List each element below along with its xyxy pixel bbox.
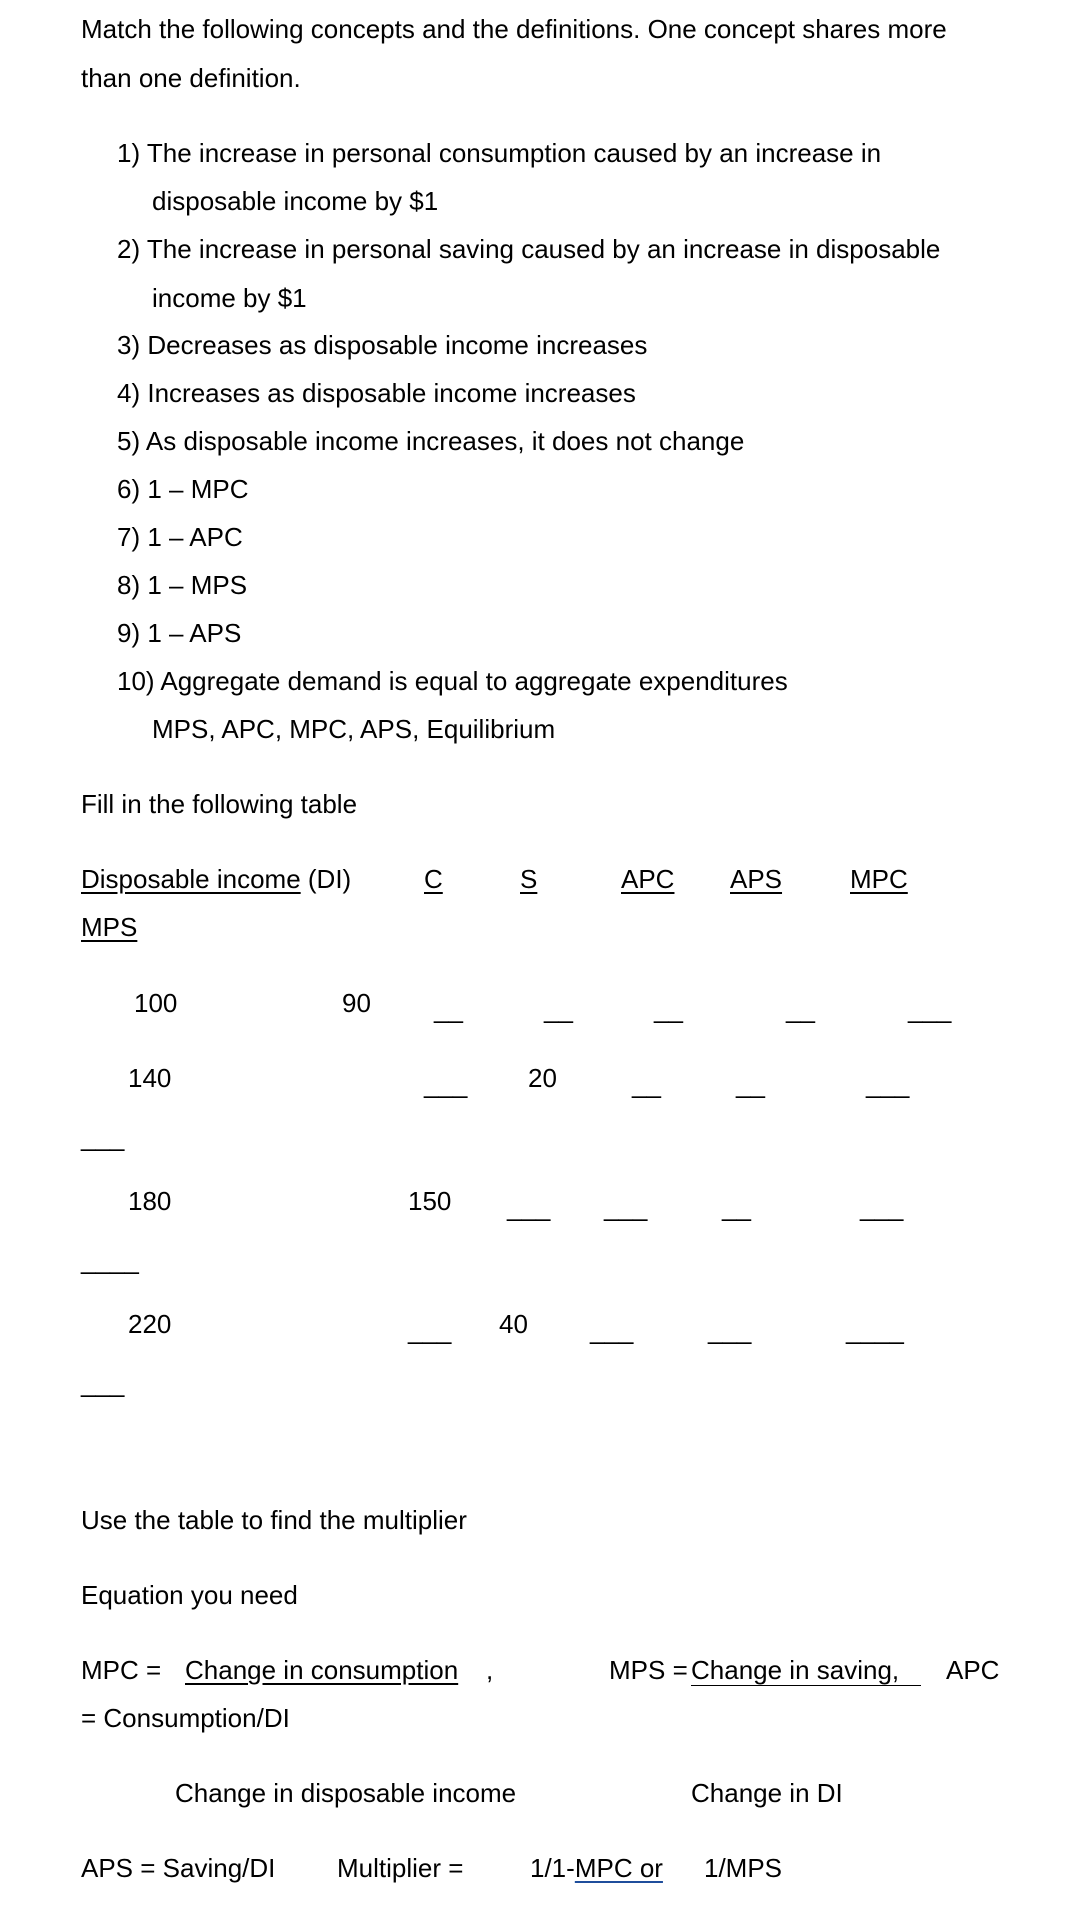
cell-di: 100 [134, 988, 178, 1018]
cell-blank: ___ [408, 1315, 452, 1345]
header-s: S [520, 864, 538, 894]
cell-di: 180 [128, 1186, 172, 1216]
header-apc: APC [621, 864, 675, 894]
multiplier-alt: 1/MPS [704, 1853, 783, 1883]
aps-formula: APS = Saving/DI [81, 1853, 276, 1883]
mpc-label: MPC = [81, 1655, 162, 1685]
apc-label: APC [946, 1655, 1000, 1685]
cell-blank-mps: ___ [81, 1122, 125, 1152]
header-disposable-income: Disposable income (DI) [81, 864, 352, 894]
cell-blank: ___ [860, 1192, 904, 1222]
cell-blank: ___ [590, 1315, 634, 1345]
definition-item: 3) Decreases as disposable income increases [117, 330, 648, 360]
cell-blank: __ [544, 994, 573, 1024]
cell-blank-mps: ___ [81, 1368, 125, 1398]
equation-prompt: Equation you need [81, 1580, 298, 1610]
cell-blank-mps: ____ [81, 1245, 139, 1275]
cell-di: 140 [128, 1063, 172, 1093]
definition-item: 2) The increase in personal saving caused by an increase in disposable [117, 234, 941, 264]
definition-item: 7) 1 – APC [117, 522, 243, 552]
cell-blank: __ [632, 1069, 661, 1099]
cell-blank: __ [786, 994, 815, 1024]
definition-item: 4) Increases as disposable income increases [117, 378, 636, 408]
intro-line-2: than one definition. [81, 63, 301, 93]
cell-blank: __ [722, 1192, 751, 1222]
mpc-denominator: Change in disposable income [175, 1778, 517, 1808]
multiplier-prompt: Use the table to find the multiplier [81, 1505, 467, 1535]
cell-value: 40 [499, 1309, 528, 1339]
header-c: C [424, 864, 443, 894]
cell-blank: ___ [604, 1192, 648, 1222]
header-mpc: MPC [850, 864, 908, 894]
cell-blank: ___ [424, 1069, 468, 1099]
concepts-list: MPS, APC, MPC, APS, Equilibrium [152, 714, 556, 744]
definition-item: 8) 1 – MPS [117, 570, 248, 600]
definition-item-continued: disposable income by $1 [152, 186, 439, 216]
cell-blank: __ [654, 994, 683, 1024]
mps-numerator: Change in saving, [691, 1653, 921, 1686]
cell-value: 150 [408, 1186, 452, 1216]
definition-item: 9) 1 – APS [117, 618, 242, 648]
mps-denominator: Change in DI [691, 1778, 843, 1808]
definition-item-continued: income by $1 [152, 283, 307, 313]
header-aps: APS [730, 864, 783, 894]
cell-blank: ___ [908, 994, 952, 1024]
mpc-numerator: Change in consumption [185, 1655, 459, 1685]
fill-table-prompt: Fill in the following table [81, 789, 358, 819]
definition-item: 6) 1 – MPC [117, 474, 249, 504]
apc-formula: = Consumption/DI [81, 1703, 290, 1733]
definition-item: 1) The increase in personal consumption caused by an increase in [117, 138, 882, 168]
cell-blank: ___ [507, 1192, 551, 1222]
multiplier-formula: 1/1-MPC or [530, 1853, 663, 1883]
cell-blank: ____ [846, 1315, 904, 1345]
cell-blank: ___ [866, 1069, 910, 1099]
cell-blank: __ [736, 1069, 765, 1099]
cell-value: 20 [528, 1063, 557, 1093]
cell-blank: ___ [708, 1315, 752, 1345]
mps-label: MPS = [609, 1655, 688, 1685]
cell-blank: __ [434, 994, 463, 1024]
definition-item: 5) As disposable income increases, it does not change [117, 426, 745, 456]
intro-line-1: Match the following concepts and the definitions. One concept shares more [81, 14, 947, 44]
definition-item: 10) Aggregate demand is equal to aggregate expenditures [117, 666, 788, 696]
cell-di: 220 [128, 1309, 172, 1339]
cell-value: 90 [342, 988, 371, 1018]
header-mps: MPS [81, 912, 138, 942]
comma: , [486, 1655, 494, 1685]
multiplier-label: Multiplier = [337, 1853, 464, 1883]
